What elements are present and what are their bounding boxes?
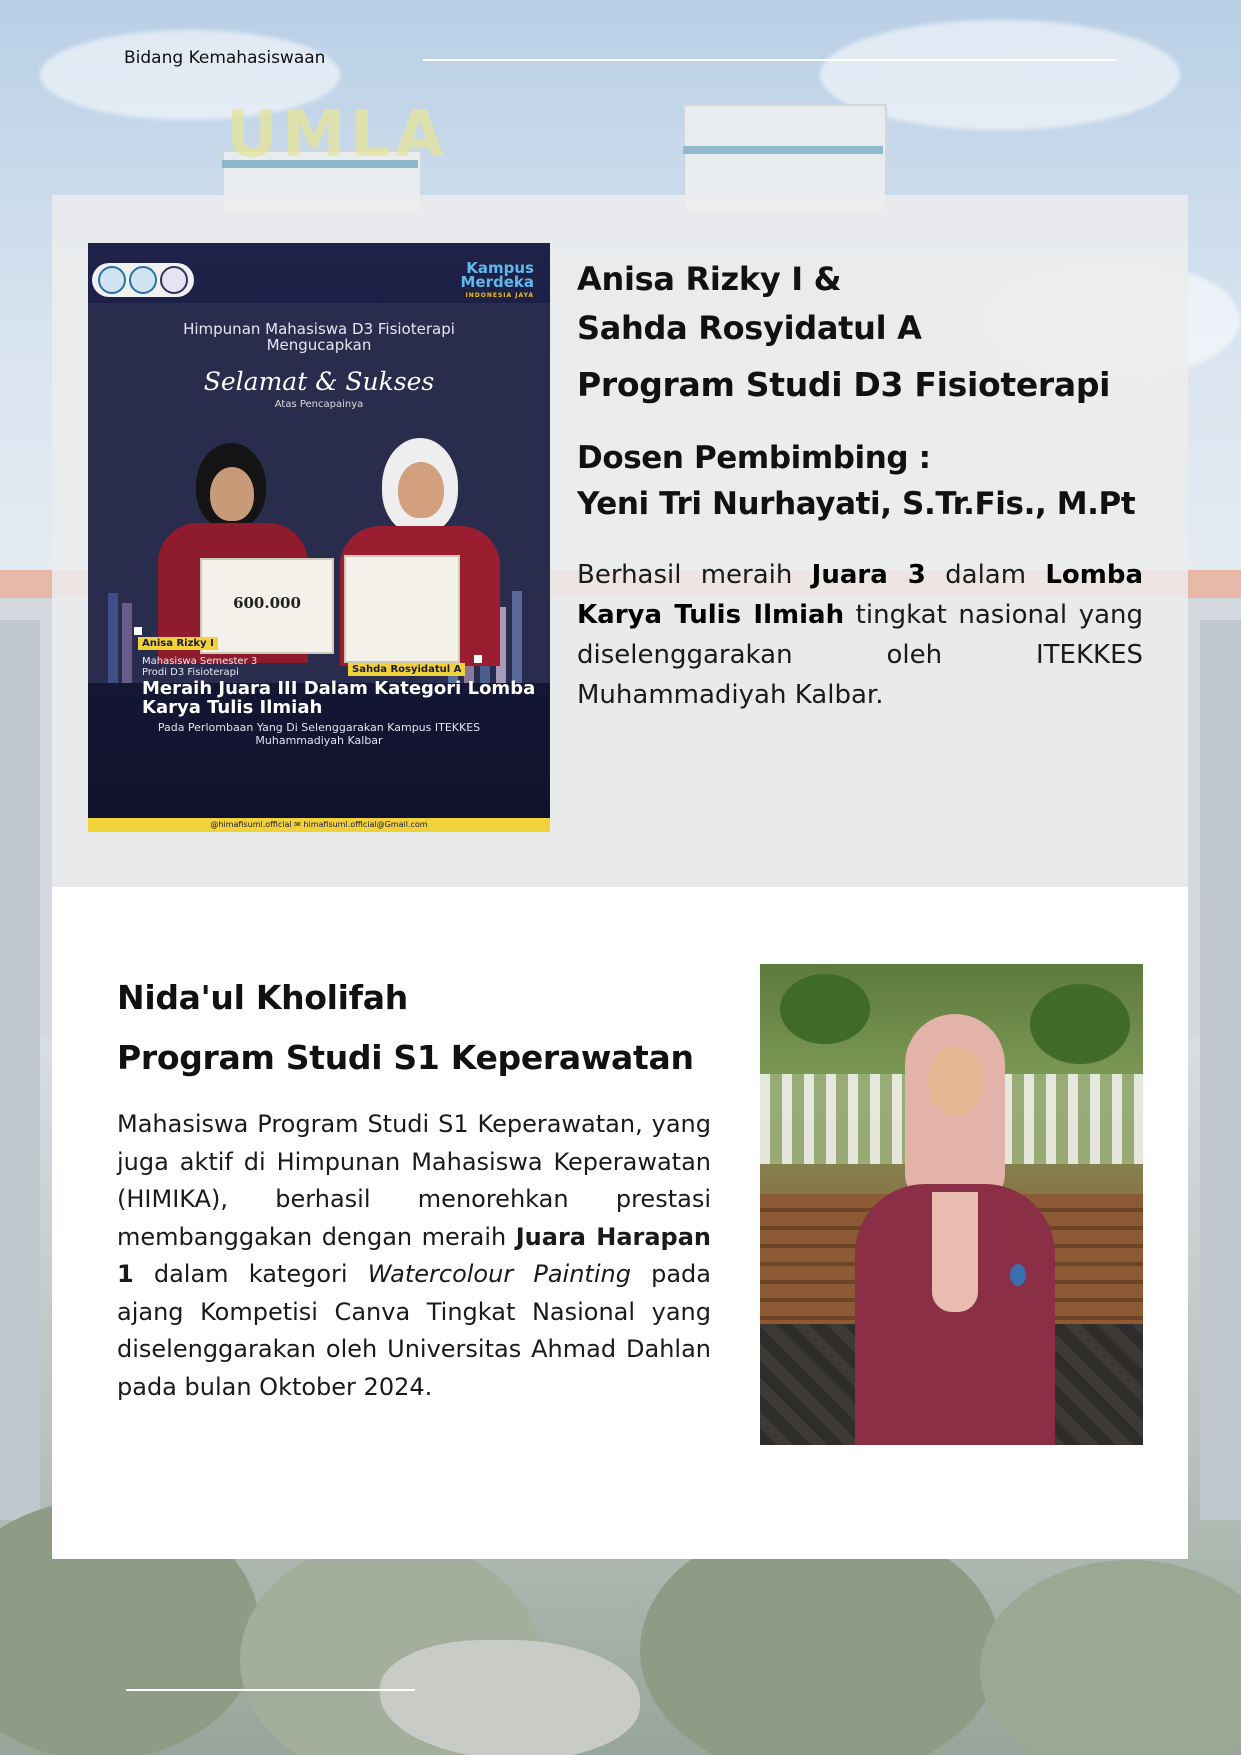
poster-face — [210, 467, 254, 521]
poster-semester-line2: Prodi D3 Fisioterapi — [142, 667, 239, 678]
desc-text: tingkat nasional yang diselenggarakan oleh ITEKKES Muhammadiyah Kalbar. — [577, 600, 1143, 710]
poster-certificate-2 — [344, 555, 460, 663]
desc-text: Berhasil meraih — [577, 560, 812, 590]
poster-organization — [88, 321, 550, 353]
achievement-1-description — [577, 555, 1143, 715]
poster-semester — [142, 656, 257, 678]
poster-square-mark — [134, 627, 142, 635]
student-name: Nida'ul Kholifah — [117, 978, 408, 1017]
advisor-name: Yeni Tri Nurhayati, S.Tr.Fis., M.Pt — [577, 486, 1136, 522]
achievement-2-description — [117, 1106, 711, 1406]
background-sign: UMLA — [226, 98, 448, 172]
university-logo-icon — [98, 266, 126, 294]
achievement-poster — [88, 243, 550, 832]
student-photo — [760, 964, 1143, 1445]
background-column — [0, 620, 40, 1520]
poster-org-line1: Himpunan Mahasiswa D3 Fisioterapi — [183, 320, 455, 338]
desc-category: Watercolour Painting — [367, 1260, 631, 1288]
poster-square-mark — [474, 655, 482, 663]
faculty-logo-icon — [129, 266, 157, 294]
poster-description — [88, 721, 550, 747]
background-tree — [980, 1560, 1241, 1755]
poster-desc-line2: Muhammadiyah Kalbar — [255, 734, 383, 747]
poster-name-tag-2: Sahda Rosyidatul A — [348, 663, 465, 676]
background-stripe — [683, 146, 883, 154]
desc-rank: Juara 3 — [811, 560, 926, 590]
study-program: Program Studi S1 Keperawatan — [117, 1038, 694, 1077]
poster-face — [398, 462, 444, 518]
advisor — [577, 435, 1143, 527]
kampus-badge-line2: Merdeka — [460, 273, 534, 291]
desc-text: Mahasiswa Program Studi S1 Keperawatan, yang juga aktif di Himpunan Mahasiswa Keperawatan (HIMIKA), berhasil menorehkan prestasi membanggakan dengan meraih — [117, 1110, 711, 1251]
photo-university-badge — [1010, 1264, 1026, 1286]
poster-headline-line2: Karya Tulis Ilmiah — [142, 697, 323, 718]
photo-plant — [1030, 984, 1130, 1064]
hima-logo-icon — [160, 266, 188, 294]
header-label: Bidang Kemahasiswaan — [124, 48, 326, 68]
poster-greeting: Selamat & Sukses — [203, 367, 435, 396]
student-names — [577, 255, 1143, 353]
poster-book — [512, 591, 522, 683]
poster-name-tag-1: Anisa Rizky I — [138, 637, 218, 650]
desc-competition: Lomba Karya Tulis Ilmiah — [577, 560, 1143, 630]
advisor-label: Dosen Pembimbing : — [577, 440, 931, 476]
background-stone — [380, 1640, 640, 1755]
poster-desc-line1: Pada Perlombaan Yang Di Selenggarakan Kampus ITEKKES — [157, 721, 481, 734]
achievement-1-text — [577, 255, 1143, 715]
achievement-2-text — [117, 974, 711, 1406]
kampus-badge-line1: Kampus — [466, 259, 534, 277]
poster-headline-line1: Meraih Juara III Dalam Kategori Lomba — [142, 678, 536, 699]
poster-org-line2: Mengucapkan — [266, 336, 372, 354]
poster-semester-line1: Mahasiswa Semester 3 — [142, 656, 258, 667]
poster-certificate-amount: 600.000 — [233, 594, 301, 612]
kampus-merdeka-badge — [460, 261, 534, 303]
photo-face — [928, 1046, 984, 1116]
poster-book — [122, 603, 132, 683]
desc-text: dalam kategori — [133, 1260, 368, 1288]
student-name-line1: Anisa Rizky I & — [577, 260, 842, 298]
desc-text: dalam — [925, 560, 1046, 590]
poster-certificate-1 — [200, 558, 334, 654]
desc-rank: Juara Harapan 1 — [117, 1222, 712, 1288]
kampus-badge-line3: INDONESIA JAYA — [465, 292, 534, 299]
poster-greeting-sub: Atas Pencapainya — [274, 399, 364, 410]
student-name-line2: Sahda Rosyidatul A — [577, 309, 922, 347]
poster-logos — [92, 263, 194, 297]
photo-plant — [780, 974, 870, 1044]
background-column — [1200, 620, 1241, 1520]
poster-book — [108, 593, 118, 683]
poster-footer: @himafisuml.official ✉ himafisuml.official@Gmail.com — [88, 818, 550, 832]
footer-divider — [126, 1689, 415, 1691]
photo-inner-scarf — [932, 1192, 978, 1312]
desc-text: pada ajang Kompetisi Canva Tingkat Nasional yang diselenggarakan oleh Universitas Ahmad Dahlan pada bulan Oktober 2024. — [117, 1260, 712, 1401]
header-divider — [423, 59, 1116, 61]
study-program: Program Studi D3 Fisioterapi — [577, 365, 1111, 404]
poster-headline — [142, 679, 535, 717]
